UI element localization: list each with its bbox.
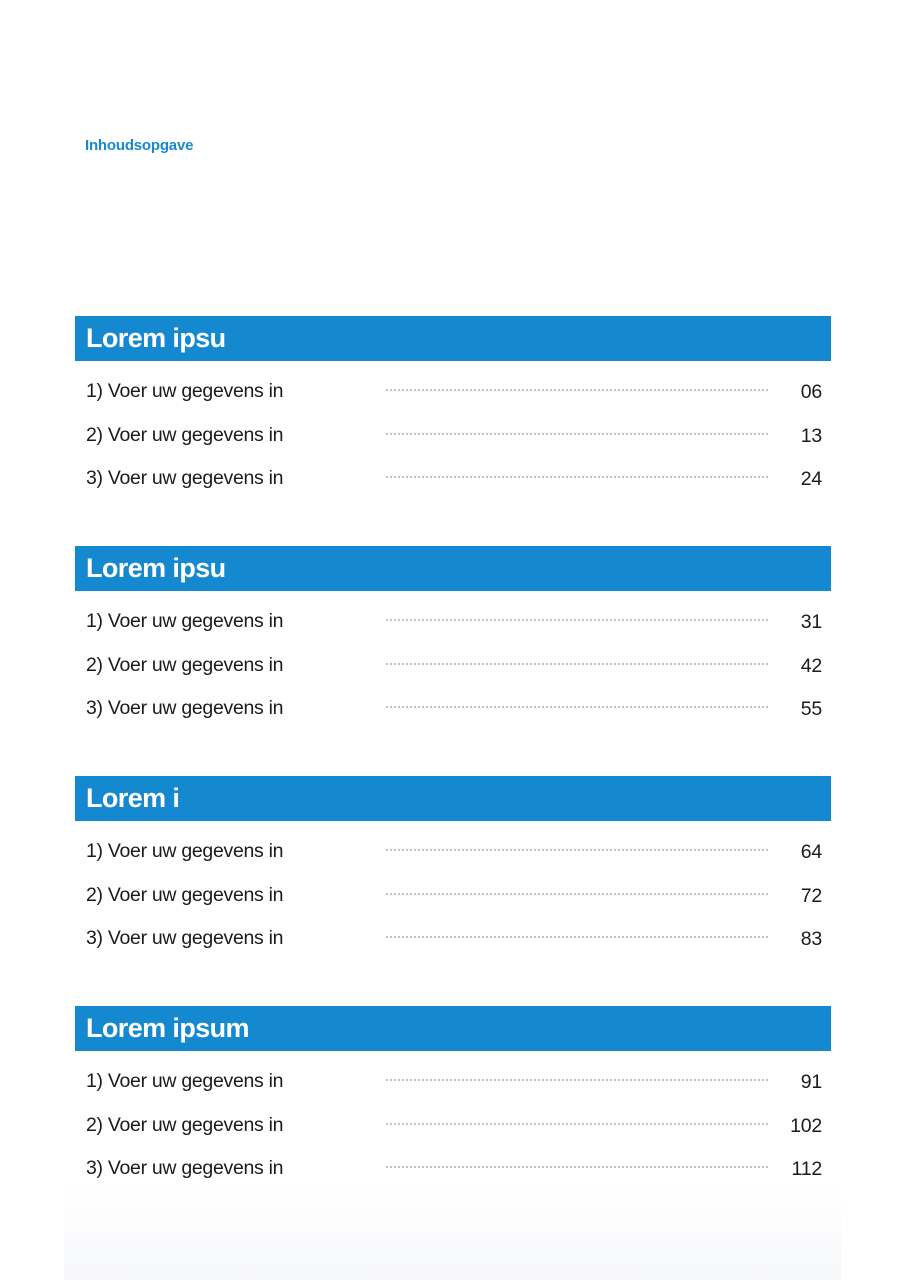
toc-entry[interactable]	[75, 635, 831, 679]
leader-dots	[386, 389, 768, 391]
leader-dots	[386, 619, 768, 621]
toc-section-1	[75, 316, 831, 492]
toc-entry[interactable]	[75, 1138, 831, 1182]
entry-page-number: 13	[800, 424, 822, 447]
entry-page-number: 31	[800, 611, 822, 633]
toc-section-2	[75, 546, 831, 722]
entry-label: 2) Voer uw gegevens in	[86, 883, 284, 906]
entry-label: 3) Voer uw gegevens in	[86, 467, 284, 489]
leader-dots	[386, 1166, 768, 1168]
section-header: Lorem ipsu	[75, 316, 831, 361]
toc-entry[interactable]	[75, 1095, 831, 1139]
leader-dots	[386, 476, 768, 478]
toc-section-4	[75, 1006, 831, 1182]
entry-label: 2) Voer uw gegevens in	[86, 653, 284, 676]
leader-dots	[386, 936, 768, 938]
leader-dots	[386, 1123, 768, 1125]
page-title: Inhoudsopgave	[85, 137, 194, 154]
toc-entry[interactable]	[75, 678, 831, 722]
toc-entry[interactable]	[75, 361, 831, 405]
entry-label: 2) Voer uw gegevens in	[86, 1113, 284, 1136]
leader-dots	[386, 706, 768, 708]
leader-dots	[386, 663, 768, 665]
leader-dots	[386, 849, 768, 851]
entry-label: 3) Voer uw gegevens in	[86, 697, 284, 719]
section-header: Lorem ipsum	[75, 1006, 831, 1051]
entry-page-number: 24	[800, 468, 822, 490]
entry-label: 1) Voer uw gegevens in	[86, 1070, 284, 1092]
toc-entry[interactable]	[75, 591, 831, 635]
leader-dots	[386, 893, 768, 895]
page-bottom-shade	[64, 1180, 841, 1280]
entry-page-number: 64	[800, 841, 822, 863]
entry-label: 2) Voer uw gegevens in	[86, 423, 284, 446]
entry-page-number: 102	[790, 1114, 822, 1137]
entry-page-number: 55	[800, 698, 822, 720]
entry-label: 3) Voer uw gegevens in	[86, 927, 284, 949]
entry-page-number: 42	[800, 654, 822, 677]
entry-label: 1) Voer uw gegevens in	[86, 610, 284, 632]
section-header: Lorem ipsu	[75, 546, 831, 591]
entry-label: 1) Voer uw gegevens in	[86, 840, 284, 862]
toc-entry[interactable]	[75, 448, 831, 492]
leader-dots	[386, 433, 768, 435]
entry-page-number: 91	[800, 1071, 822, 1093]
toc-entry[interactable]	[75, 865, 831, 909]
entry-page-number: 06	[800, 381, 822, 403]
toc-section-3	[75, 776, 831, 952]
entry-page-number: 112	[791, 1158, 822, 1180]
toc-entry[interactable]	[75, 821, 831, 865]
leader-dots	[386, 1079, 768, 1081]
entry-label: 1) Voer uw gegevens in	[86, 380, 284, 402]
entry-label: 3) Voer uw gegevens in	[86, 1157, 284, 1179]
toc-entry[interactable]	[75, 908, 831, 952]
toc-entry[interactable]	[75, 1051, 831, 1095]
toc-entry[interactable]	[75, 405, 831, 449]
entry-page-number: 83	[800, 928, 822, 950]
entry-page-number: 72	[800, 884, 822, 907]
section-header: Lorem i	[75, 776, 831, 821]
